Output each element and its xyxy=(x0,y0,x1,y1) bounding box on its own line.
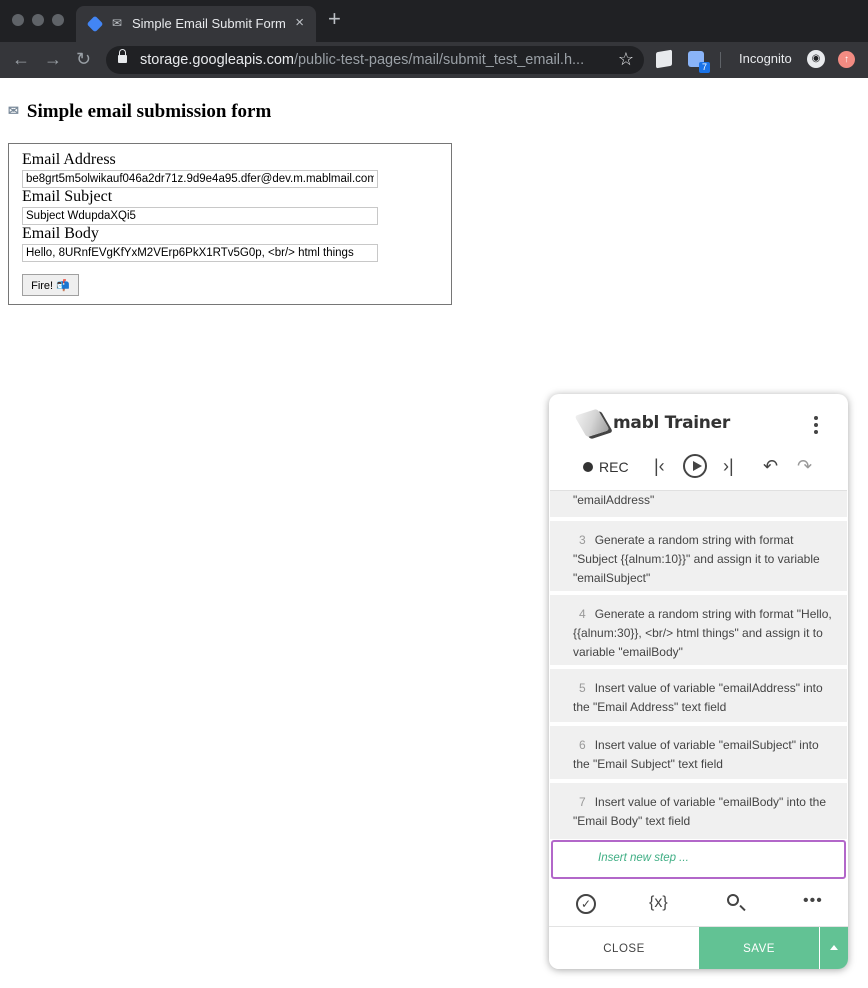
rec-label[interactable]: REC xyxy=(599,459,629,475)
lock-icon xyxy=(118,55,127,63)
step-number: 3 xyxy=(579,533,586,547)
step-text: Generate a random string with format "Hello, {{alnum:30}}, <br/> html things" and assign it to variable "emailBody" xyxy=(573,607,832,659)
envelope-icon: ✉ xyxy=(112,16,123,30)
record-dot-icon[interactable] xyxy=(583,462,593,472)
step-text: Insert value of variable "emailAddress" into the "Email Address" text field xyxy=(573,681,823,714)
step-text: Generate a random string with format "Subject {{alnum:10}}" and assign it to variable "emailSubject" xyxy=(573,533,820,585)
body-label: Email Body xyxy=(22,225,99,242)
window-minimize-dot[interactable] xyxy=(32,14,44,26)
email-field[interactable] xyxy=(22,170,378,188)
incognito-label: Incognito xyxy=(739,51,792,66)
step-number: 6 xyxy=(579,738,586,752)
close-button[interactable]: CLOSE xyxy=(549,927,699,969)
browser-tab-bar xyxy=(0,0,868,42)
page-title-text: Simple email submission form xyxy=(26,101,272,122)
trainer-title: mabl Trainer xyxy=(613,413,730,433)
extension-badge: 7 xyxy=(699,62,710,73)
subject-label: Email Subject xyxy=(22,188,113,205)
step-item[interactable] xyxy=(550,595,847,665)
email-label: Email Address xyxy=(22,151,116,168)
address-bar[interactable] xyxy=(106,46,644,74)
skip-to-end-icon[interactable]: ›| xyxy=(723,456,734,476)
mailbox-icon: 📬 xyxy=(56,279,70,292)
browser-toolbar xyxy=(0,42,868,78)
insert-step-placeholder: Insert new step ... xyxy=(598,852,689,864)
step-item[interactable] xyxy=(550,490,847,517)
subject-field[interactable] xyxy=(22,207,378,225)
extension-cube-icon[interactable] xyxy=(656,50,672,69)
skip-to-start-icon[interactable]: |‹ xyxy=(654,456,665,476)
step-item[interactable] xyxy=(550,521,847,591)
reload-icon[interactable]: ↻ xyxy=(76,49,92,69)
url-text xyxy=(140,52,584,68)
bookmark-star-icon[interactable]: ☆ xyxy=(617,49,634,69)
search-icon[interactable] xyxy=(727,894,739,906)
forward-arrow-icon[interactable]: → xyxy=(44,49,62,69)
email-form xyxy=(8,143,452,305)
save-dropdown-caret-icon[interactable] xyxy=(820,927,848,969)
variables-icon[interactable]: {x} xyxy=(649,894,668,911)
browser-tab[interactable] xyxy=(76,6,316,42)
step-text: Insert value of variable "emailSubject" into the "Email Subject" text field xyxy=(573,738,819,771)
tab-close-icon[interactable]: × xyxy=(295,14,304,31)
toolbar-divider xyxy=(720,52,721,68)
profile-update-icon[interactable]: ↑ xyxy=(838,51,855,68)
window-zoom-dot[interactable] xyxy=(52,14,64,26)
mabl-trainer-panel xyxy=(549,394,848,969)
page-title xyxy=(8,101,271,123)
body-field[interactable] xyxy=(22,244,378,262)
step-item[interactable] xyxy=(550,783,847,839)
step-number: 5 xyxy=(579,681,586,695)
trainer-bottom-bar xyxy=(549,926,848,969)
more-options-icon[interactable]: ••• xyxy=(803,892,823,909)
back-arrow-icon[interactable]: ← xyxy=(12,49,30,69)
insert-step-input[interactable] xyxy=(551,840,846,879)
step-item[interactable] xyxy=(550,669,847,722)
undo-icon[interactable]: ↶ xyxy=(763,456,779,476)
url-path: /public-test-pages/mail/submit_test_email.h... xyxy=(293,52,585,68)
favicon-icon xyxy=(87,16,104,33)
step-text: "emailAddress" xyxy=(573,493,655,507)
url-host: storage.googleapis.com xyxy=(140,52,294,68)
step-list[interactable] xyxy=(550,490,847,839)
envelope-icon: ✉ xyxy=(8,103,19,118)
assertion-check-icon[interactable]: ✓ xyxy=(576,894,596,914)
save-button[interactable]: SAVE xyxy=(699,927,819,969)
play-icon[interactable] xyxy=(683,454,707,478)
trainer-tool-row xyxy=(549,886,848,924)
new-tab-icon[interactable]: + xyxy=(328,6,341,31)
step-number: 7 xyxy=(579,795,586,809)
fire-button[interactable] xyxy=(22,274,79,296)
kebab-menu-icon[interactable] xyxy=(814,416,818,437)
step-item[interactable] xyxy=(550,726,847,779)
incognito-icon[interactable]: ◉ xyxy=(807,50,825,68)
fire-button-label: Fire! xyxy=(31,279,57,292)
redo-icon[interactable]: ↷ xyxy=(797,456,813,476)
step-number: 4 xyxy=(579,607,586,621)
mabl-logo-icon xyxy=(574,409,609,438)
window-close-dot[interactable] xyxy=(12,14,24,26)
tab-title: Simple Email Submit Form xyxy=(132,16,286,31)
step-text: Insert value of variable "emailBody" into the "Email Body" text field xyxy=(573,795,826,828)
